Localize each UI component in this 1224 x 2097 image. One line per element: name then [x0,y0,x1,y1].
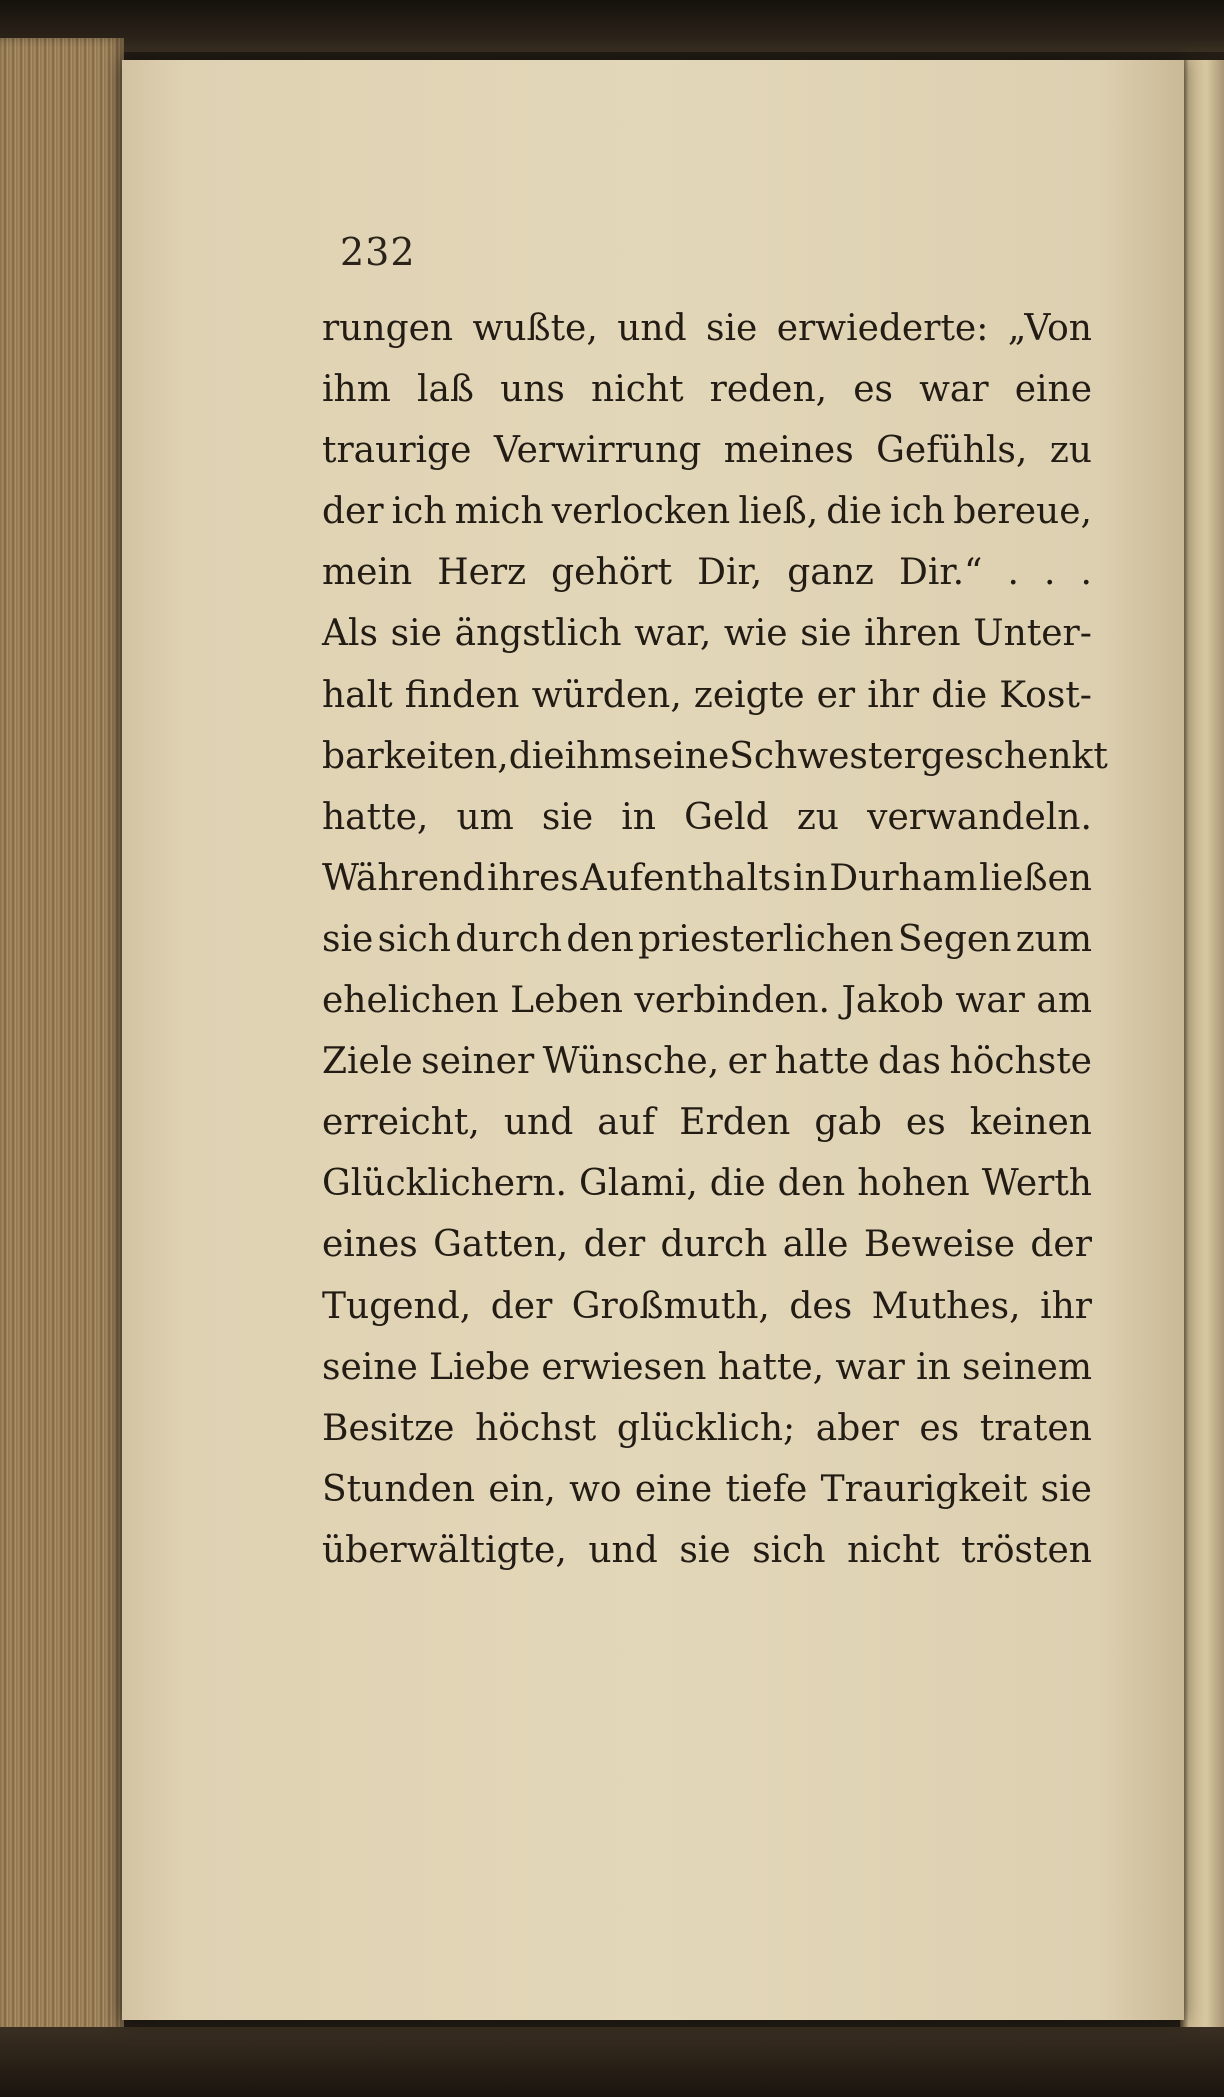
word: tiefe [725,1468,808,1510]
word: erwiesen [541,1346,707,1388]
word: ihren [864,613,961,655]
word: ließen [979,857,1092,899]
word: die [931,674,988,716]
word: laß [416,369,474,411]
word: war [919,369,989,411]
text-line [322,726,1108,787]
word: sie [541,796,594,838]
word: um [456,796,514,838]
word: seine [322,1346,418,1388]
word: der [583,1224,646,1266]
word: Jakob [841,980,944,1022]
word: durch [660,1224,768,1266]
word: . [1044,552,1056,594]
word: ihm [564,735,634,777]
top-shadow [0,0,1224,52]
word: sich [377,918,451,960]
word: der [490,1285,553,1327]
word: würden, [531,674,682,716]
word: Beweise [863,1224,1016,1266]
word: durch [455,918,563,960]
word: ganz [787,552,874,594]
word: nicht [847,1529,940,1571]
word: wußte, [472,308,598,349]
word: Gefühls, [876,430,1028,472]
word: sie [679,1529,731,1571]
word: und [617,308,687,349]
word: Als [322,613,378,655]
word: zum [1015,918,1092,960]
word: es [905,1102,946,1144]
word: eines [322,1224,418,1266]
word: hatte, [717,1346,825,1388]
word: ihres [487,857,579,899]
word: nicht [591,369,684,411]
word: gab [814,1102,882,1144]
text-line [322,1092,1092,1153]
word: Verwirrung [493,430,702,472]
word: war [955,980,1025,1022]
word: seiner [421,1041,535,1083]
word: war, [634,613,712,655]
book-bottom-edge [0,2027,1224,2097]
word: eine [1014,369,1092,411]
word: zeigte [693,674,805,716]
word: „Von [1007,308,1092,349]
word: zu [1049,430,1092,472]
word: er [727,1041,767,1083]
text-line [322,1337,1092,1398]
word: geschenkt [920,735,1108,777]
word: glücklich; [616,1407,796,1449]
word: auf [597,1102,656,1144]
word: er [816,674,856,716]
text-line [322,481,1092,542]
text-line [322,787,1092,848]
word: Durham [829,857,978,899]
word: der [322,491,384,533]
word: und [588,1529,658,1571]
text-line [322,1520,1092,1581]
word: das [878,1041,942,1083]
word: trösten [961,1529,1092,1571]
word: am [1036,980,1092,1022]
word: reden, [709,369,828,411]
text-line [322,359,1092,420]
text-line [322,1459,1092,1520]
word: Glami, [578,1163,698,1205]
word: gehört [551,552,673,594]
word: der [1030,1224,1092,1266]
word: sich [752,1529,826,1571]
word: verlocken [551,491,731,533]
word: sie [1040,1468,1092,1510]
word: finden [404,674,520,716]
word: mein [322,552,413,594]
word: sie [322,918,374,960]
text-line [322,1214,1092,1275]
word: in [792,857,828,899]
word: sie [390,613,442,655]
page-number: 232 [340,230,416,274]
word: ihr [1040,1285,1092,1327]
word: Segen [897,918,1012,960]
word: aber [815,1407,899,1449]
word: hatte, [322,796,429,838]
word: Großmuth, [571,1285,770,1327]
word: ehelichen [322,980,499,1022]
word: den [777,1163,846,1205]
text-line [322,848,1092,909]
page-edges-left [0,38,124,2038]
word: wo [569,1468,622,1510]
word: erwiederte: [776,308,989,349]
word: in [916,1346,951,1388]
text-line [322,1276,1092,1337]
word: ich [890,491,946,533]
word: wie [723,613,788,655]
word: Gatten, [433,1224,569,1266]
word: Liebe [429,1346,531,1388]
word: hohen [857,1163,970,1205]
word: Dir.“ [898,552,983,594]
text-line [322,1031,1092,1092]
word: ihm [322,369,391,411]
word: halt [322,674,393,716]
body-text [322,298,1108,1581]
word: Traurigkeit [820,1468,1028,1510]
word: überwältigte, [322,1529,567,1571]
word: alle [782,1224,849,1266]
word: verbinden. [634,980,830,1022]
text-line [322,665,1092,726]
word: erreicht, [322,1102,480,1144]
word: Herz [437,552,527,594]
text-line [322,420,1092,481]
word: verwandeln. [867,796,1092,838]
word: war [835,1346,905,1388]
text-line [322,603,1092,664]
word: in [621,796,656,838]
word: zu [796,796,839,838]
word: mich [454,491,544,533]
word: es [919,1407,960,1449]
word: des [789,1285,853,1327]
word: ängstlich [454,613,622,655]
word: Dir, [697,552,763,594]
word: seinem [962,1346,1092,1388]
word: Erden [679,1102,791,1144]
word: die [826,491,883,533]
word: Stunden [322,1468,476,1510]
text-line [322,1153,1092,1214]
text-line [322,970,1092,1031]
text-line [322,542,1092,603]
word: Kost- [999,674,1092,716]
word: und [503,1102,574,1144]
word: ein, [488,1468,556,1510]
text-line [322,298,1092,359]
word: traurige [322,430,472,472]
word: uns [500,369,565,411]
word: Während [322,857,486,899]
word: priesterlichen [638,918,894,960]
word: Werth [981,1163,1092,1205]
word: es [853,369,893,411]
word: keinen [969,1102,1092,1144]
word: barkeiten, [322,735,509,777]
word: Schwester [729,735,921,777]
word: Glücklichern. [322,1163,567,1205]
word: sie [800,613,852,655]
word: eine [634,1468,713,1510]
word: traten [979,1407,1092,1449]
word: die [508,735,565,777]
word: Muthes, [871,1285,1021,1327]
word: Aufenthalts [580,857,792,899]
word: Wünsche, [542,1041,720,1083]
word: sie [706,308,758,349]
word: den [566,918,634,960]
word: höchste [949,1041,1092,1083]
word: Tugend, [322,1285,472,1327]
text-line [322,1398,1092,1459]
page-edge-right [1180,60,1224,2040]
word: Besitze [322,1407,455,1449]
word: Unter- [973,613,1092,655]
word: rungen [322,308,454,349]
word: hatte [774,1041,870,1083]
word: seine [633,735,730,777]
word: meines [723,430,854,472]
word: die [709,1163,766,1205]
text-line [322,909,1092,970]
word: . [1080,552,1092,594]
book-page [122,60,1184,2020]
word: bereue, [953,491,1092,533]
word: Leben [510,980,623,1022]
word: ihr [867,674,920,716]
word: . [1007,552,1019,594]
word: Geld [684,796,769,838]
word: ließ, [738,491,819,533]
word: höchst [475,1407,597,1449]
word: Ziele [322,1041,413,1083]
word: ich [391,491,447,533]
